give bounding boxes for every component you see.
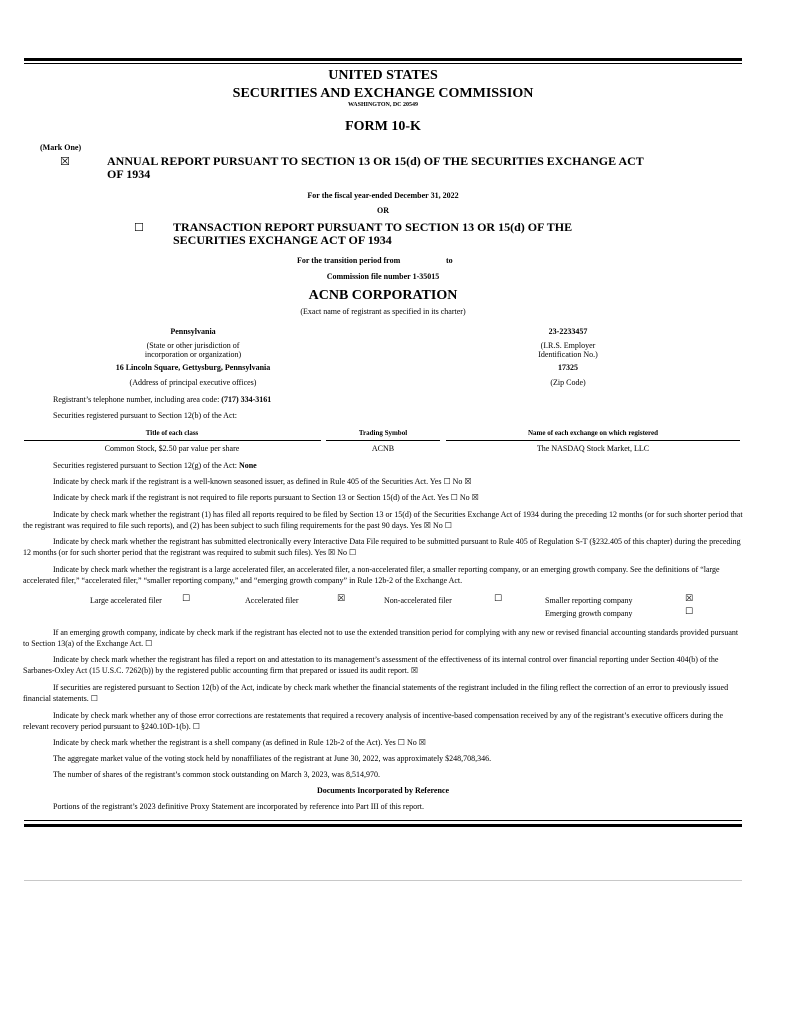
state-caption-line1: (State or other jurisdiction of	[146, 341, 240, 350]
page-separator	[24, 880, 742, 881]
top-rule-thin	[24, 63, 742, 64]
ein-caption-line2: Identification No.)	[538, 350, 598, 359]
table-rule-1	[24, 440, 321, 441]
transition-period-label: For the transition period from	[297, 256, 401, 265]
transition-report-checkbox[interactable]: ☐	[134, 221, 144, 234]
top-rule-thick	[24, 58, 742, 61]
ein-caption	[488, 341, 648, 359]
table-rule-2	[326, 440, 440, 441]
accelerated-filer-checkbox[interactable]: ☒	[337, 594, 346, 604]
registrant-name: ACNB CORPORATION	[308, 288, 458, 303]
phone-line	[53, 395, 271, 404]
wksi-line: Indicate by check mark if the registrant is a well-known seasoned issuer, as defined in Rule 405 of the Securities Act. Yes ☐ No ☒	[53, 477, 472, 486]
state-caption-line2: incorporation or organization)	[144, 350, 242, 359]
table-rule-3	[446, 440, 740, 441]
table-cell-exchange: The NASDAQ Stock Market, LLC	[536, 444, 650, 453]
phone-number: (717) 334-3161	[221, 395, 272, 404]
section-12g-value: None	[238, 461, 257, 470]
phone-label: Registrant’s telephone number, including area code:	[53, 395, 220, 404]
header-united-states: UNITED STATES	[328, 68, 438, 83]
or-line: OR	[377, 206, 389, 215]
filer-status-paragraph: Indicate by check mark whether the registrant is a large accelerated filer, an accelerated filer, a non-accelerated filer, a smaller reporting company, or an emerging growth company. See the definitions of “large accelerated filer,” “accelerated filer,” “smaller reporting company,” and “emerging growth company” in Rule 12b-2 of the Exchange Act.	[23, 565, 720, 585]
state-caption	[93, 341, 293, 359]
transition-period-to: to	[446, 256, 453, 265]
large-accelerated-filer-checkbox[interactable]: ☐	[182, 594, 191, 604]
annual-report-title	[107, 155, 644, 181]
market-value-line: The aggregate market value of the voting stock held by nonaffiliates of the registrant at June 30, 2022, was approximately $248,708,346.	[53, 754, 492, 763]
transition-title-line1: TRANSACTION REPORT PURSUANT TO SECTION 13 OR 15(d) OF THE	[173, 220, 573, 234]
table-header-exchange: Name of each exchange on which registered	[528, 429, 658, 437]
egc-transition-paragraph: If an emerging growth company, indicate by check mark if the registrant has elected not to use the extended transition period for complying with any new or revised financial accounting standards provided pursuant to Section 13(a) of the Exchange Act. ☐	[23, 628, 739, 648]
icfr-paragraph: Indicate by check mark whether the registrant has filed a report on and attestation to its management’s assessment of the effectiveness of its internal control over financial reporting under Section 404(b) of the Sarbanes-Oxley Act (15 U.S.C. 7262(b)) by the registered public accounting firm that prepared or issued its audit report. ☒	[23, 655, 719, 675]
address: 16 Lincoln Square, Gettysburg, Pennsylvania	[115, 363, 271, 372]
shares-outstanding-line: The number of shares of the registrant’s common stock outstanding on March 3, 2023, was 8,514,970.	[53, 770, 381, 779]
mark-one: (Mark One)	[40, 143, 82, 152]
emerging-growth-company-checkbox[interactable]: ☐	[685, 607, 694, 617]
documents-incorporated-text: Portions of the registrant’s 2023 definitive Proxy Statement are incorporated by reference into Part III of this report.	[53, 802, 425, 811]
accelerated-filer-label: Accelerated filer	[245, 596, 299, 605]
ein: 23-2233457	[548, 327, 588, 336]
transition-report-title	[173, 221, 572, 247]
section-12g-line	[53, 461, 257, 470]
annual-report-checkbox[interactable]: ☒	[60, 155, 70, 168]
section-12b-label: Securities registered pursuant to Section 12(b) of the Act:	[53, 411, 237, 420]
non-accelerated-filer-label: Non-accelerated filer	[384, 596, 452, 605]
emerging-growth-company-label: Emerging growth company	[545, 609, 633, 618]
smaller-reporting-company-label: Smaller reporting company	[545, 596, 633, 605]
section-12g-label: Securities registered pursuant to Section 12(g) of the Act:	[53, 461, 237, 470]
filed-all-paragraph: Indicate by check mark whether the registrant (1) has filed all reports required to be filed by Section 13 or 15(d) of the Securities Exchange Act of 1934 during the preceding 12 months (or for such shorter period that the registrant was required to file such reports), and (2) has been subject to such filing requirements for the past 90 days. Yes ☒ No ☐	[23, 510, 743, 530]
zip-caption: (Zip Code)	[550, 378, 586, 387]
large-accelerated-filer-label: Large accelerated filer	[90, 596, 162, 605]
table-cell-class: Common Stock, $2.50 par value per share	[104, 444, 240, 453]
header-washington: WASHINGTON, DC 20549	[347, 102, 419, 108]
zip: 17325	[558, 363, 578, 372]
shell-company-line: Indicate by check mark whether the registrant is a shell company (as defined in Rule 12b-2 of the Act). Yes ☐ No ☒	[53, 738, 426, 747]
annual-title-line1: ANNUAL REPORT PURSUANT TO SECTION 13 OR 15(d) OF THE SECURITIES EXCHANGE ACT	[107, 154, 644, 168]
commission-file-number: Commission file number 1-35015	[326, 272, 440, 281]
table-header-title: Title of each class	[145, 429, 199, 437]
smaller-reporting-company-checkbox[interactable]: ☒	[685, 594, 694, 604]
form-title: FORM 10-K	[345, 119, 421, 134]
transition-title-line2: SECURITIES EXCHANGE ACT OF 1934	[173, 233, 392, 247]
non-accelerated-filer-checkbox[interactable]: ☐	[494, 594, 503, 604]
ein-caption-line1: (I.R.S. Employer	[540, 341, 596, 350]
bottom-rule-thin	[24, 820, 742, 821]
interactive-data-paragraph: Indicate by check mark whether the registrant has submitted electronically every Interactive Data File required to be submitted pursuant to Rule 405 of Regulation S-T (§232.405 of this chapter) during the preceding 12 months (or for such shorter period that the registrant was required to submit such files). Yes ☒ No ☐	[23, 537, 741, 557]
registrant-name-caption: (Exact name of registrant as specified in its charter)	[300, 307, 466, 316]
table-cell-symbol: ACNB	[371, 444, 395, 453]
bottom-rule-thick	[24, 824, 742, 827]
annual-title-line2: OF 1934	[107, 167, 151, 181]
restatement-paragraph: Indicate by check mark whether any of those error corrections are restatements that required a recovery analysis of incentive-based compensation received by any of the registrant’s executive officers during the relevant recovery period pursuant to §240.10D-1(b). ☐	[23, 711, 724, 731]
state: Pennsylvania	[170, 327, 216, 336]
address-caption: (Address of principal executive offices)	[129, 378, 257, 387]
header-commission: SECURITIES AND EXCHANGE COMMISSION	[232, 86, 534, 101]
error-correction-paragraph: If securities are registered pursuant to Section 12(b) of the Act, indicate by check mark whether the financial statements of the registrant included in the filing reflect the correction of an error to previously issued financial statements. ☐	[23, 683, 729, 703]
fiscal-year-line: For the fiscal year-ended December 31, 2022	[307, 191, 459, 200]
table-header-symbol: Trading Symbol	[358, 429, 408, 437]
not-required-line: Indicate by check mark if the registrant is not required to file reports pursuant to Section 13 or Section 15(d) of the Act. Yes ☐ No ☒	[53, 493, 479, 502]
documents-incorporated-title: Documents Incorporated by Reference	[316, 786, 450, 795]
